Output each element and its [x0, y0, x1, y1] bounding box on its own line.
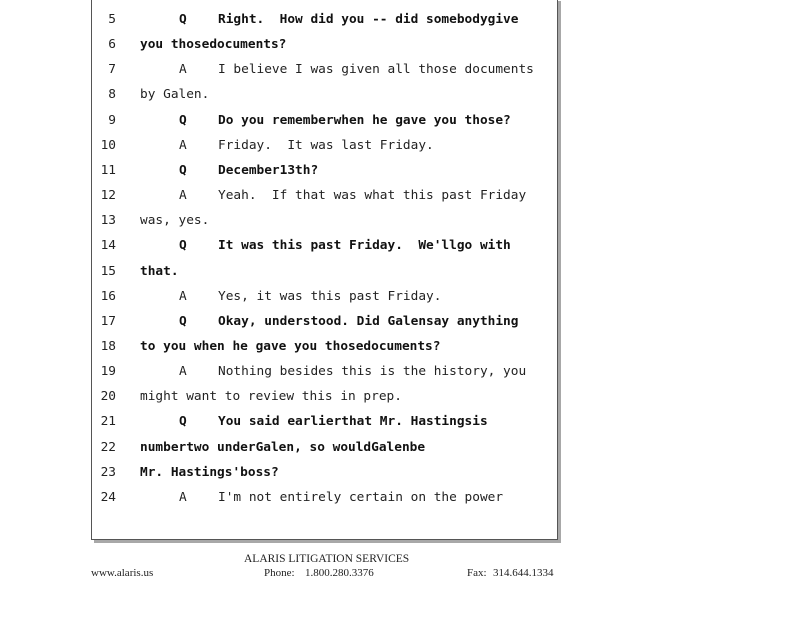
testimony-text: to you when he gave you thosedocuments?	[140, 338, 441, 354]
line-text	[179, 362, 526, 382]
line-number: 8	[108, 87, 116, 103]
line-text	[179, 60, 534, 80]
line-text	[140, 211, 209, 231]
testimony-text: Okay, understood. Did Galensay anything	[218, 313, 519, 329]
line-number: 23	[100, 464, 116, 480]
speaker-label: Q	[179, 162, 187, 178]
testimony-text: was, yes.	[140, 213, 210, 229]
line-number: 22	[100, 439, 116, 455]
line-number: 9	[108, 112, 116, 128]
transcript-line	[92, 287, 562, 307]
line-text	[140, 262, 179, 282]
line-number: 21	[100, 414, 116, 430]
transcript-line	[92, 438, 562, 458]
footer-fax-label: Fax:	[467, 567, 487, 579]
line-number: 17	[100, 313, 116, 329]
line-text	[179, 136, 434, 156]
testimony-text: You said earlierthat Mr. Hastingsis	[218, 414, 488, 430]
line-number: 15	[100, 263, 116, 279]
line-text	[179, 10, 518, 30]
footer-website: www.alaris.us	[91, 567, 154, 579]
transcript-line	[92, 387, 562, 407]
line-text	[179, 236, 511, 256]
testimony-text: might want to review this in prep.	[140, 389, 402, 405]
line-number: 12	[100, 188, 116, 204]
transcript-line	[92, 412, 562, 432]
line-text	[140, 35, 286, 55]
line-number: 6	[108, 37, 116, 53]
testimony-text: Yeah. If that was what this past Friday	[218, 188, 527, 204]
transcript-line	[92, 10, 562, 30]
speaker-label: Q	[179, 12, 187, 27]
transcript-line	[92, 236, 562, 256]
line-text	[140, 438, 425, 458]
testimony-text: numbertwo underGalen, so wouldGalenbe	[140, 439, 426, 455]
testimony-text: December13th?	[218, 162, 319, 178]
transcript-line	[92, 111, 562, 131]
speaker-label: Q	[179, 313, 187, 329]
line-text	[179, 161, 318, 181]
speaker-label: A	[179, 62, 187, 78]
line-number: 19	[100, 364, 116, 380]
footer-company: ALARIS LITIGATION SERVICES	[244, 553, 410, 565]
line-number: 24	[100, 489, 116, 505]
footer-phone-label: Phone:	[264, 567, 295, 579]
transcript-page	[91, 0, 558, 540]
line-number: 11	[100, 162, 116, 178]
line-text	[179, 111, 511, 131]
line-text	[140, 387, 402, 407]
transcript-line	[92, 136, 562, 156]
testimony-text: by Galen.	[140, 87, 210, 103]
line-number: 13	[100, 213, 116, 229]
transcript-line	[92, 488, 562, 508]
line-number: 20	[100, 389, 116, 405]
line-number: 14	[100, 238, 116, 254]
speaker-label: A	[179, 489, 187, 505]
testimony-text: Do you rememberwhen he gave you those?	[218, 112, 511, 128]
testimony-text: Friday. It was last Friday.	[218, 137, 434, 153]
transcript-line	[92, 312, 562, 332]
testimony-text: Right. How did you -- did somebodygive	[218, 12, 519, 27]
line-number: 7	[108, 62, 116, 78]
testimony-text: I'm not entirely certain on the power	[218, 489, 504, 505]
transcript-line	[92, 463, 562, 483]
footer-phone: 1.800.280.3376	[305, 567, 374, 579]
line-number: 10	[100, 137, 116, 153]
footer-fax: 314.644.1334	[493, 567, 554, 579]
line-text	[179, 312, 518, 332]
transcript-line	[92, 161, 562, 181]
line-text	[179, 412, 488, 432]
testimony-text: Nothing besides this is the history, you	[218, 364, 527, 380]
speaker-label: A	[179, 288, 187, 304]
testimony-text: It was this past Friday. We'llgo with	[218, 238, 511, 254]
line-text	[179, 186, 526, 206]
line-text	[140, 85, 209, 105]
testimony-text: that.	[140, 263, 179, 279]
transcript-line	[92, 85, 562, 105]
line-text	[179, 488, 503, 508]
transcript-line	[92, 35, 562, 55]
transcript-line	[92, 186, 562, 206]
line-text	[140, 337, 440, 357]
testimony-text: Yes, it was this past Friday.	[218, 288, 442, 304]
line-text	[140, 463, 279, 483]
transcript-line	[92, 337, 562, 357]
line-number: 18	[100, 338, 116, 354]
speaker-label: Q	[179, 414, 187, 430]
speaker-label: A	[179, 188, 187, 204]
testimony-text: I believe I was given all those documents	[218, 62, 534, 78]
transcript-line	[92, 60, 562, 80]
speaker-label: A	[179, 137, 187, 153]
speaker-label: Q	[179, 238, 187, 254]
line-number: 5	[108, 12, 116, 27]
line-number: 16	[100, 288, 116, 304]
testimony-text: you thosedocuments?	[140, 37, 287, 53]
line-text	[179, 287, 441, 307]
transcript-line	[92, 362, 562, 382]
speaker-label: Q	[179, 112, 187, 128]
speaker-label: A	[179, 364, 187, 380]
testimony-text: Mr. Hastings'boss?	[140, 464, 279, 480]
transcript-line	[92, 211, 562, 231]
transcript-line	[92, 262, 562, 282]
